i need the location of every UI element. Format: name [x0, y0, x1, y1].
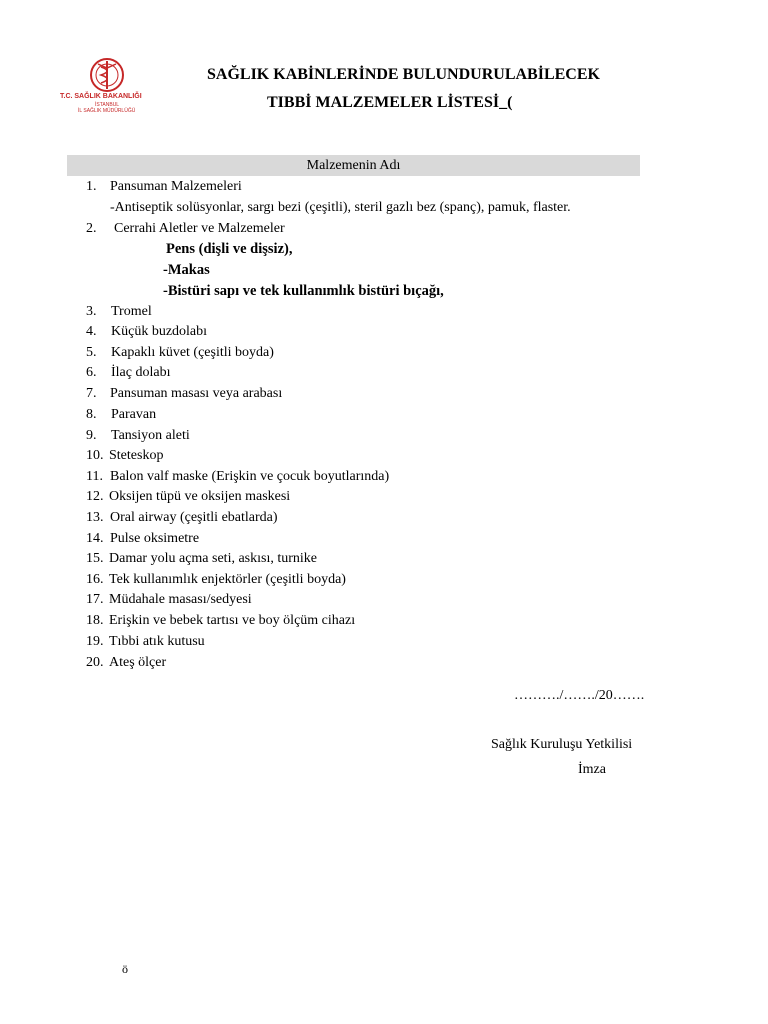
- list-item: 20. Ateş ölçer: [86, 655, 167, 670]
- list-item: 16. Tek kullanımlık enjektörler (çeşitli boyda): [86, 572, 346, 587]
- list-item: 12. Oksijen tüpü ve oksijen maskesi: [86, 489, 291, 504]
- signature-sign-label: İmza: [578, 762, 606, 777]
- list-item: -Bistüri sapı ve tek kullanımlık bistüri bıçağı,: [163, 283, 444, 299]
- list-item: 9. Tansiyon aleti: [86, 428, 190, 443]
- ministry-logo: [60, 55, 180, 125]
- logo-line-3: İL SAĞLIK MÜDÜRLÜĞÜ: [78, 108, 136, 114]
- list-item: 6. İlaç dolabı: [86, 365, 171, 380]
- footer-char: ö: [122, 962, 128, 976]
- logo-line-1: T.C. SAĞLIK BAKANLIĞI: [60, 93, 142, 100]
- table-header: [67, 155, 640, 176]
- list-item: 18. Erişkin ve bebek tartısı ve boy ölçüm cihazı: [86, 613, 356, 628]
- list-item: -Antiseptik solüsyonlar, sargı bezi (çeşitli), steril gazlı bez (spanç), pamuk, flaster.: [110, 200, 571, 215]
- list-item: 1. Pansuman Malzemeleri: [86, 179, 242, 194]
- list-item: Pens (dişli ve dişsiz),: [166, 241, 293, 257]
- list-item: 7. Pansuman masası veya arabası: [86, 386, 283, 401]
- list-item: 14. Pulse oksimetre: [86, 531, 200, 546]
- list-item: 4. Küçük buzdolabı: [86, 324, 208, 339]
- document-title-line-2: TIBBİ MALZEMELER LİSTESİ_(: [267, 94, 513, 111]
- logo-line-2: İSTANBUL: [95, 102, 120, 108]
- list-item: 2. Cerrahi Aletler ve Malzemeler: [86, 221, 285, 236]
- list-item: 11. Balon valf maske (Erişkin ve çocuk boyutlarında): [86, 469, 390, 484]
- list-item: 15. Damar yolu açma seti, askısı, turnike: [86, 551, 317, 566]
- list-item: 3. Tromel: [86, 304, 152, 319]
- date-line: ………./……./20…….: [514, 688, 645, 703]
- list-item: 5. Kapaklı küvet (çeşitli boyda): [86, 345, 274, 360]
- list-item: 10. Steteskop: [86, 448, 164, 463]
- list-item: 19. Tıbbi atık kutusu: [86, 634, 205, 649]
- table-header-label: Malzemenin Adı: [306, 158, 401, 173]
- document-title-line-1: SAĞLIK KABİNLERİNDE BULUNDURULABİLECEK: [207, 66, 600, 83]
- list-item: 13. Oral airway (çeşitli ebatlarda): [86, 510, 278, 525]
- list-item: 17. Müdahale masası/sedyesi: [86, 592, 252, 607]
- list-item: -Makas: [163, 262, 210, 278]
- signature-label: Sağlık Kuruluşu Yetkilisi: [491, 737, 633, 752]
- list-item: 8. Paravan: [86, 407, 157, 422]
